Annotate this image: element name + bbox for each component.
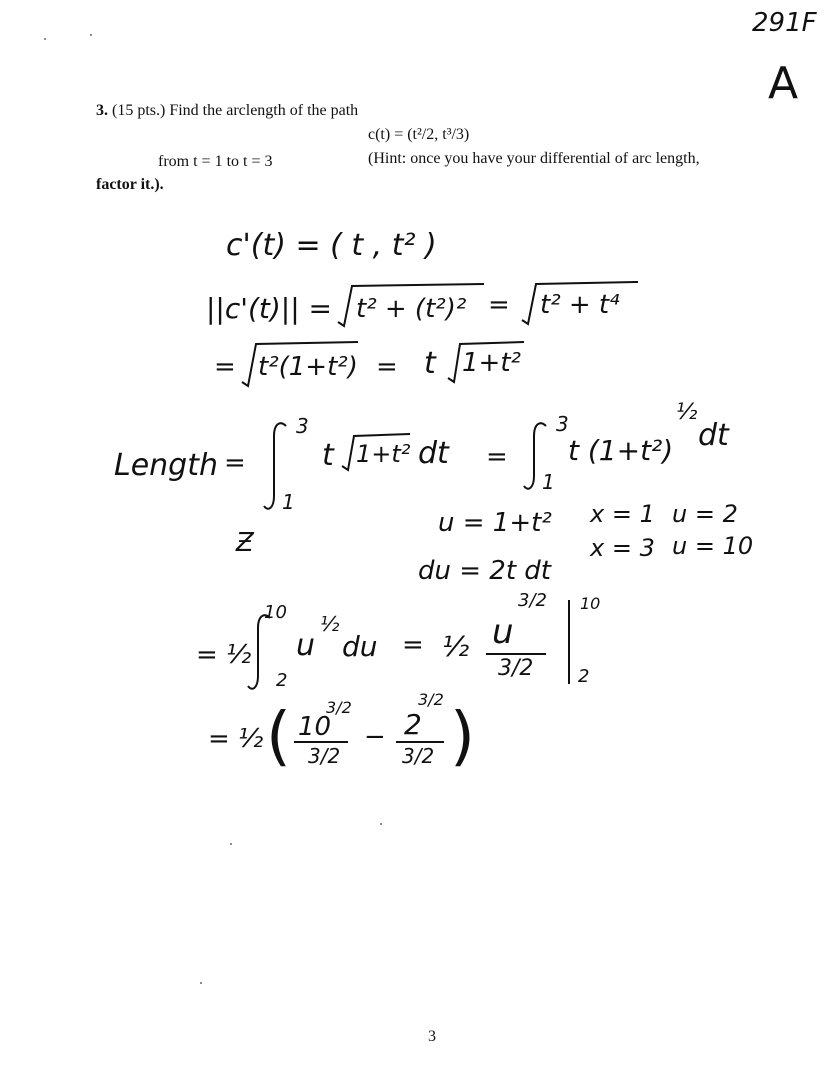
integrand-exponent: ½ [676, 400, 698, 425]
step2-numerator: u [492, 612, 514, 652]
scan-speck [90, 34, 92, 36]
scan-speck [230, 843, 232, 845]
norm-simplified: t² + t⁴ [540, 290, 620, 320]
equals-sign: = [486, 442, 508, 472]
integrand-radicand: 1+t² [356, 440, 411, 468]
left-paren: ( [266, 700, 291, 774]
integral-sign-icon [246, 612, 276, 692]
step3-denominator-2: 3/2 [402, 744, 435, 768]
step2-denominator: 3/2 [498, 656, 534, 681]
problem-prompt: Find the arclength of the path [169, 102, 359, 119]
integrand-t: t [322, 438, 334, 473]
step2-half: ½ [442, 630, 470, 663]
equals-sign: = [488, 290, 510, 320]
step2-du: du [342, 630, 378, 663]
step2-eval-upper: 10 [580, 594, 601, 613]
norm-radicand: t² + (t²)² [356, 294, 467, 324]
path-formula: c(t) = (t²/2, t³/3) [368, 126, 470, 143]
step2-eval-lower: 2 [578, 666, 590, 687]
bound-u3: u = 10 [672, 532, 754, 560]
step2-integrand: u [296, 628, 316, 663]
integral-upper-limit: 3 [556, 412, 569, 436]
scratch-mark: Ƶ [236, 528, 254, 558]
version-letter: A [768, 58, 799, 109]
equals-sign: = [402, 630, 424, 660]
factored-t: t [424, 346, 436, 381]
factored-radicand-2: 1+t² [462, 348, 521, 378]
length-label: Length [114, 448, 219, 483]
problem-statement [96, 102, 358, 120]
problem-points: (15 pts.) [112, 102, 166, 119]
bound-x1: x = 1 [590, 500, 655, 528]
equals-sign: = [376, 352, 398, 382]
minus-sign: − [364, 722, 386, 752]
norm-lhs: ||c'(t)|| = [206, 292, 333, 325]
right-paren: ) [450, 700, 475, 774]
bound-u1: u = 2 [672, 500, 738, 528]
integrand-dt: dt [418, 436, 449, 471]
step2-upper: 10 [264, 602, 287, 623]
hint-text: (Hint: once you have your differential of arc length, [368, 150, 700, 167]
integrand-power-form: t (1+t²) [568, 434, 674, 467]
integrand-dt: dt [698, 418, 729, 453]
step2-numerator-exponent: 3/2 [518, 590, 547, 611]
equals-sign: = [214, 352, 236, 382]
parameter-range: from t = 1 to t = 3 [158, 153, 273, 170]
step2-exponent: ½ [320, 612, 340, 636]
evaluation-bar [566, 600, 572, 684]
equals-sign: = [224, 448, 246, 478]
scan-speck [44, 38, 46, 40]
step2-prefix: = ½ [196, 640, 252, 670]
substitution-u: u = 1+t² [438, 508, 552, 538]
page-number: 3 [428, 1028, 436, 1045]
integral-upper-limit: 3 [296, 414, 309, 438]
problem-number: 3. [96, 102, 108, 119]
substitution-du: du = 2t dt [418, 556, 551, 586]
step2-lower: 2 [276, 670, 288, 691]
integral-lower-limit: 1 [282, 490, 295, 514]
step3-numerator-2-exponent: 3/2 [418, 690, 444, 709]
step3-denominator-1: 3/2 [308, 744, 341, 768]
derivative-line: c'(t) = ( t , t² ) [226, 228, 437, 263]
hint-continuation: factor it.). [96, 176, 164, 193]
factored-radicand: t²(1+t²) [258, 352, 358, 382]
step3-numerator-1: 10 [298, 712, 332, 742]
exam-code: 291F [752, 8, 817, 38]
step3-numerator-2: 2 [404, 708, 422, 741]
scan-speck [380, 823, 382, 825]
bound-x3: x = 3 [590, 534, 655, 562]
step3-numerator-1-exponent: 3/2 [326, 698, 352, 717]
step3-prefix: = ½ [208, 724, 264, 754]
scan-speck [200, 982, 202, 984]
integral-lower-limit: 1 [542, 470, 555, 494]
